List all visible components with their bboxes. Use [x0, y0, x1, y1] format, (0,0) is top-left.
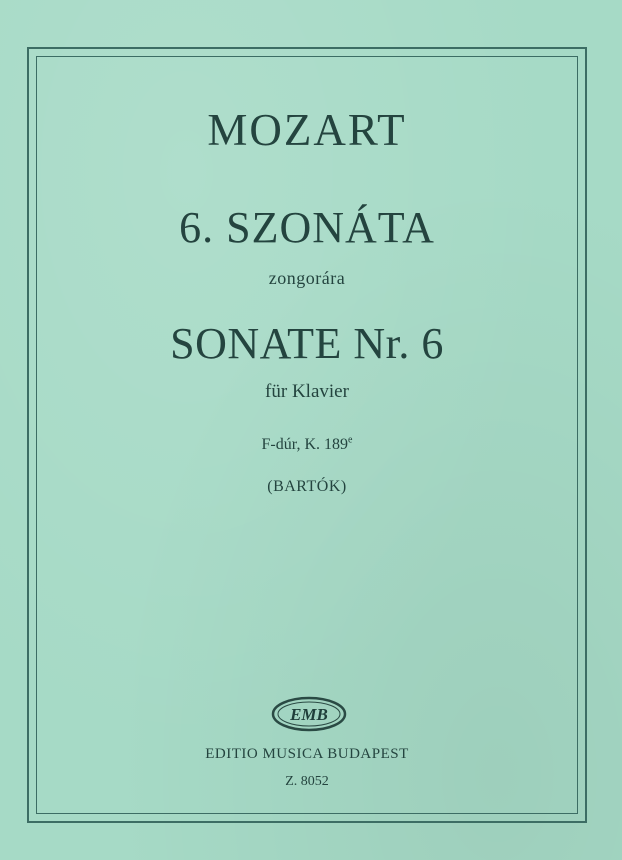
catalog-number: Z. 8052 [285, 774, 329, 789]
title-german: SONATE Nr. 6 [170, 319, 444, 368]
koechel-superscript: e [348, 434, 353, 446]
subtitle-hungarian: zongorára [268, 268, 346, 288]
key-and-koechel-number [0, 434, 614, 456]
publisher-name: EDITIO MUSICA BUDAPEST [205, 746, 409, 762]
title-hungarian: 6. SZONÁTA [179, 203, 435, 252]
editor-credit: (BARTÓK) [267, 478, 347, 495]
key-text: F-dúr, K. 189 [261, 436, 348, 453]
subtitle-german: für Klavier [265, 381, 349, 402]
emb-logo [270, 695, 348, 733]
composer-name: MOZART [207, 105, 407, 155]
logo-lettering: EMB [290, 705, 328, 724]
